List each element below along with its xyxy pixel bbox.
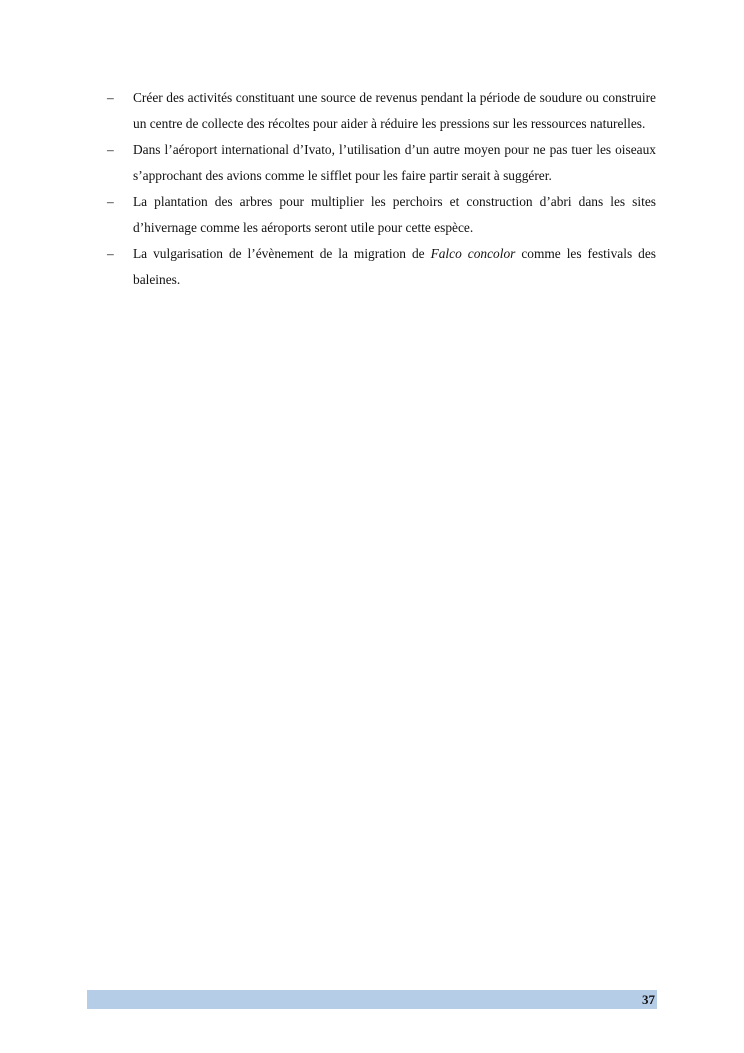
list-item-text: La plantation des arbres pour multiplier les perchoirs et construction d’abri dans les sites d’hivernage comme les aéroports seront utile pour cette espèce. [133,194,656,235]
dash-bullet-icon: – [107,246,114,261]
list-item-text: Dans l’aéroport international d’Ivato, l’utilisation d’un autre moyen pour ne pas tuer les oiseaux s’approchant des avions comme le sifflet pour les faire partir serait à suggérer. [133,142,656,183]
list-item [107,85,656,137]
list-item-text-before: La vulgarisation de l’évènement de la migration de [133,246,425,261]
dash-bullet-icon: – [107,142,114,157]
bullet-list [107,85,656,293]
list-item [107,189,656,241]
footer-bar [87,990,657,1009]
list-item-text: Créer des activités constituant une source de revenus pendant la période de soudure ou construire un centre de collecte des récoltes pour aider à réduire les pressions sur les ressources naturelles. [133,90,656,131]
list-item-text-after: comme les festivals des baleines. [133,246,656,287]
list-item [107,241,656,293]
dash-bullet-icon: – [107,194,114,209]
dash-bullet-icon: – [107,90,114,105]
page-number: 37 [642,992,655,1007]
species-name: Falco concolor [430,246,516,261]
list-item [107,137,656,189]
